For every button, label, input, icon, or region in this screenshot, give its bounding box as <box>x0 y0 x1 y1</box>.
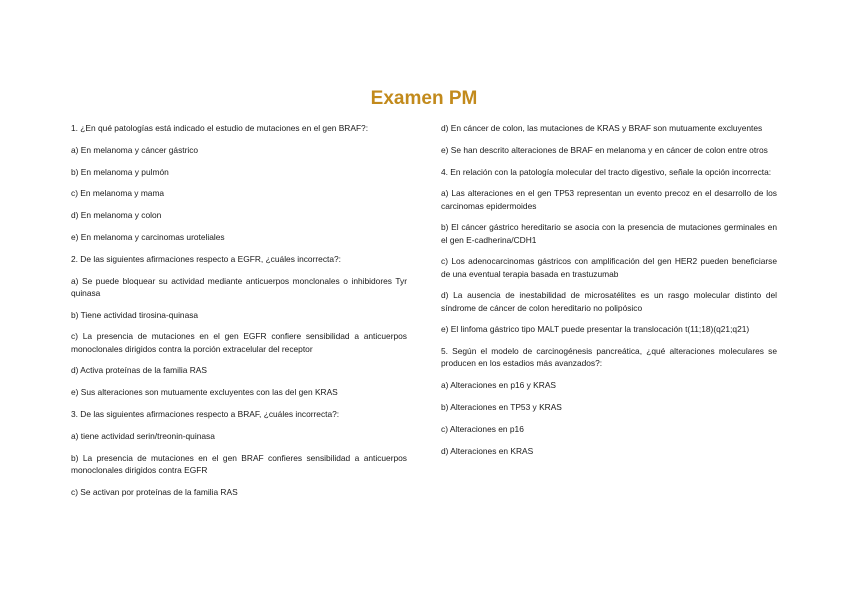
q4-option-d: d) La ausencia de inestabilidad de microsatélites es un rasgo molecular distinto del síndrome de cáncer de colon hereditario no polipósico <box>441 290 777 313</box>
left-column <box>71 122 407 507</box>
q1-option-e: e) En melanoma y carcinomas uroteliales <box>71 231 225 242</box>
q2-option-d: d) Activa proteínas de la familia RAS <box>71 365 207 376</box>
q5-option-b: b) Alteraciones en TP53 y KRAS <box>441 401 562 412</box>
q2-option-c: c) La presencia de mutaciones en el gen EGFR confiere sensibilidad a anticuerpos monoclonales dirigidos contra la porción extracelular del receptor <box>71 331 407 354</box>
q5-option-d: d) Alteraciones en KRAS <box>441 445 534 456</box>
q2-option-e: e) Sus alteraciones son mutuamente excluyentes con las del gen KRAS <box>71 387 338 398</box>
q2-option-b: b) Tiene actividad tirosina-quinasa <box>71 309 199 320</box>
right-column <box>441 122 777 466</box>
q3-option-a: a) tiene actividad serin/treonin-quinasa <box>71 430 215 441</box>
page-title: Examen PM <box>370 88 478 109</box>
question-5: 5. Según el modelo de carcinogénesis pancreática, ¿qué alteraciones moleculares se producen en los estadios más avanzados?: <box>441 346 777 369</box>
q3-option-e: e) Se han descrito alteraciones de BRAF en melanoma y en cáncer de colon entre otros <box>441 144 768 155</box>
question-1: 1. ¿En qué patologías está indicado el estudio de mutaciones en el gen BRAF?: <box>71 123 369 133</box>
q1-option-a: a) En melanoma y cáncer gástrico <box>71 144 199 155</box>
question-2: 2. De las siguientes afirmaciones respecto a EGFR, ¿cuáles incorrecta?: <box>71 253 341 264</box>
q4-option-a: a) Las alteraciones en el gen TP53 representan un evento precoz en el desarrollo de los carcinomas epidermoides <box>441 188 777 211</box>
q3-option-c: c) Se activan por proteínas de la familia RAS <box>71 486 238 497</box>
question-3: 3. De las siguientes afirmaciones respecto a BRAF, ¿cuáles incorrecta?: <box>71 408 340 419</box>
q4-option-c: c) Los adenocarcinomas gástricos con amplificación del gen HER2 pueden beneficiarse de una eventual terapia basada en trastuzumab <box>441 256 777 279</box>
q3-option-b: b) La presencia de mutaciones en el gen BRAF confieres sensibilidad a anticuerpos monoclonales dirigidos contra EGFR <box>71 452 407 475</box>
q2-option-a: a) Se puede bloquear su actividad mediante anticuerpos monclonales o inhibidores Tyr quinasa <box>71 275 407 298</box>
q1-option-d: d) En melanoma y colon <box>71 210 162 221</box>
q5-option-c: c) Alteraciones en p16 <box>441 423 524 434</box>
q1-option-c: c) En melanoma y mama <box>71 188 165 199</box>
question-4: 4. En relación con la patología molecular del tracto digestivo, señale la opción incorrecta: <box>441 166 772 177</box>
q4-option-e: e) El linfoma gástrico tipo MALT puede presentar la translocación t(11;18)(q21;q21) <box>441 324 750 335</box>
q3-option-d: d) En cáncer de colon, las mutaciones de KRAS y BRAF son mutuamente excluyentes <box>441 123 763 133</box>
q4-option-b: b) El cáncer gástrico hereditario se asocia con la presencia de mutaciones germinales en el gen E-cadherina/CDH1 <box>441 222 777 245</box>
q1-option-b: b) En melanoma y pulmón <box>71 166 169 177</box>
q5-option-a: a) Alteraciones en p16 y KRAS <box>441 380 556 391</box>
